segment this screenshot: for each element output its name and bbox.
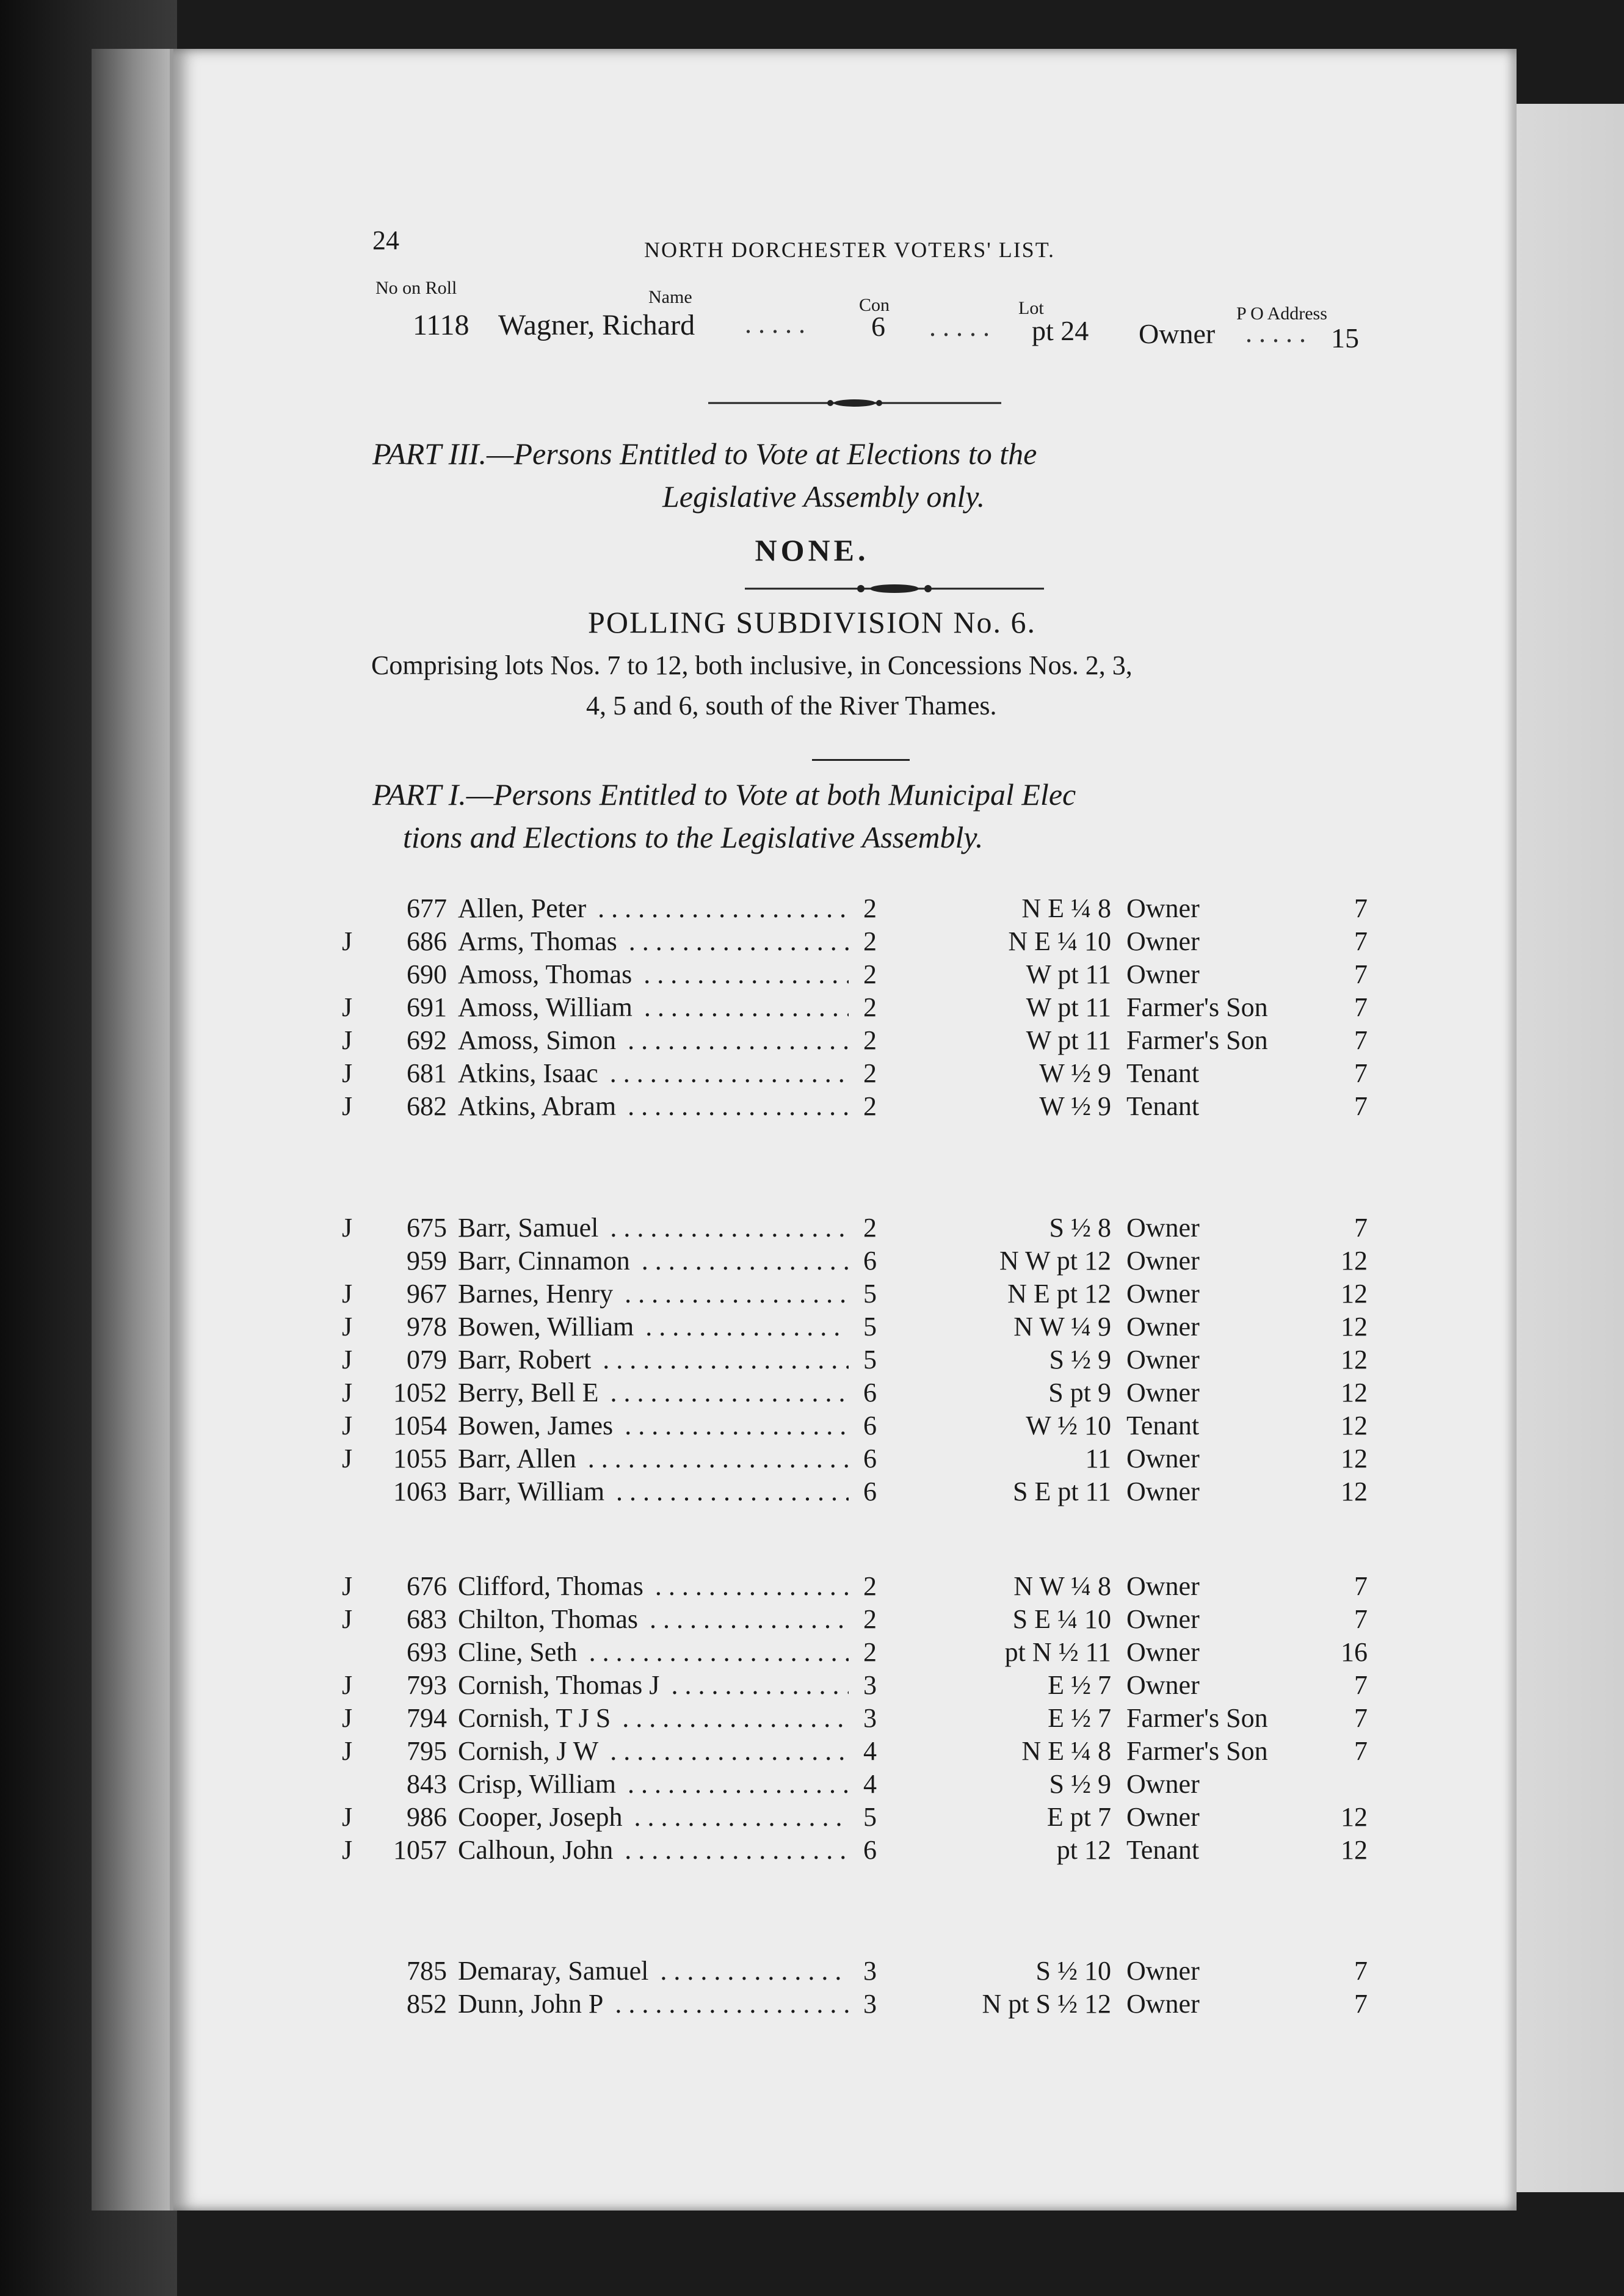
voter-occupation: Owner: [1126, 1444, 1200, 1473]
part-three-heading-cont: Legislative Assembly only.: [662, 479, 985, 514]
voter-name-text: Chilton, Thomas: [458, 1604, 643, 1634]
column-header-con: Con: [859, 295, 890, 315]
voter-name: [458, 1443, 849, 1474]
voter-name-text: Arms, Thomas: [458, 926, 622, 956]
voter-roll-number: 986: [407, 1802, 447, 1832]
voter-name-text: Crisp, William: [458, 1769, 621, 1799]
voter-name: [458, 992, 849, 1023]
voter-jury-mark: J: [342, 1213, 353, 1243]
voter-jury-mark: J: [342, 1091, 353, 1121]
voter-concession: 2: [863, 1213, 877, 1243]
voter-name-text: Calhoun, John: [458, 1835, 618, 1865]
voter-concession: 2: [863, 1025, 877, 1055]
voter-name: [458, 1212, 849, 1243]
voter-name-text: Barr, Allen: [458, 1444, 581, 1473]
voter-jury-mark: J: [342, 1703, 353, 1733]
voter-name: [458, 1311, 849, 1342]
voter-name: [458, 959, 849, 990]
voter-occupation: Tenant: [1126, 1411, 1200, 1440]
voter-lot: S ½ 8: [1049, 1213, 1111, 1243]
voter-row: [342, 1801, 1368, 1834]
voter-name-text: Barr, Robert: [458, 1345, 596, 1375]
voter-concession: 5: [863, 1279, 877, 1309]
voter-concession: 3: [863, 1670, 877, 1700]
voter-roll-number: 795: [407, 1736, 447, 1766]
voter-concession: 6: [863, 1411, 877, 1440]
part-one-heading: PART I.—Persons Entitled to Vote at both Municipal Elec: [372, 777, 1076, 812]
voter-row: [342, 1476, 1368, 1509]
voter-jury-mark: J: [342, 1802, 353, 1832]
voter-po-address: 12: [1341, 1802, 1368, 1832]
voter-jury-mark: J: [342, 1345, 353, 1375]
voter-po-address: 7: [1354, 1736, 1368, 1766]
voter-row: [342, 959, 1368, 992]
voter-lot: S ½ 9: [1049, 1769, 1111, 1799]
column-header-name: Name: [648, 287, 692, 307]
voter-name: [458, 1669, 849, 1701]
voter-concession: 6: [863, 1835, 877, 1865]
voter-roll-number: 682: [407, 1091, 447, 1121]
voter-concession: 2: [863, 959, 877, 989]
voter-jury-mark: J: [342, 926, 353, 956]
voter-concession: 4: [863, 1736, 877, 1766]
voter-lot: W pt 11: [1026, 1025, 1111, 1055]
voter-row: [342, 1377, 1368, 1410]
voter-occupation: Owner: [1126, 959, 1200, 989]
voter-occupation: Owner: [1126, 1637, 1200, 1667]
voter-name: [458, 1768, 849, 1800]
voter-occupation: Owner: [1126, 926, 1200, 956]
page-number: 24: [372, 225, 399, 255]
voter-name: [458, 1025, 849, 1056]
column-header-po-address: P O Address: [1236, 303, 1327, 324]
voter-name-text: Barr, William: [458, 1477, 609, 1506]
voter-name: [458, 1377, 849, 1408]
voter-concession: 6: [863, 1246, 877, 1276]
facing-page-edge: [1508, 104, 1624, 2192]
voter-po-address: 7: [1354, 1058, 1368, 1088]
voter-concession: 2: [863, 1604, 877, 1634]
voter-lot: E ½ 7: [1048, 1670, 1111, 1700]
voter-lot: N E pt 12: [1007, 1279, 1111, 1309]
voter-concession: 5: [863, 1312, 877, 1342]
voter-roll-number: 692: [407, 1025, 447, 1055]
voter-name: [458, 1988, 849, 2019]
voter-roll-number: 690: [407, 959, 447, 989]
voter-roll-number: 978: [407, 1312, 447, 1342]
voter-row: [342, 992, 1368, 1025]
voter-lot: N W ¼ 9: [1013, 1312, 1111, 1342]
voter-name: [458, 1344, 849, 1375]
voter-jury-mark: J: [342, 1411, 353, 1440]
voter-name: [458, 1955, 849, 1986]
voter-row: [342, 893, 1368, 926]
voter-name-text: Amoss, William: [458, 992, 637, 1022]
voter-jury-mark: J: [342, 1058, 353, 1088]
voter-po-address: 7: [1354, 1670, 1368, 1700]
voter-row: [342, 1212, 1368, 1245]
voter-lot: S E pt 11: [1013, 1477, 1111, 1506]
voter-name: [458, 1735, 849, 1767]
voter-row: [342, 1637, 1368, 1669]
voter-name: [458, 1058, 849, 1089]
voter-concession: 6: [863, 1378, 877, 1408]
voter-po-address: 12: [1341, 1312, 1368, 1342]
voter-lot: N E ¼ 8: [1021, 893, 1111, 923]
voter-row: [342, 1311, 1368, 1344]
voter-occupation: Farmer's Son: [1126, 1703, 1268, 1733]
carryover-leader-dots-2: . . . . .: [929, 312, 990, 342]
voter-po-address: 7: [1354, 1703, 1368, 1733]
voter-occupation: Owner: [1126, 1769, 1200, 1799]
voter-name-text: Cornish, J W: [458, 1736, 603, 1766]
voter-po-address: 7: [1354, 1956, 1368, 1986]
voter-concession: 2: [863, 1091, 877, 1121]
book-page: [170, 49, 1517, 2211]
voter-name-text: Cooper, Joseph: [458, 1802, 628, 1832]
voter-concession: 4: [863, 1769, 877, 1799]
voter-lot: W ½ 10: [1026, 1411, 1111, 1440]
voter-concession: 2: [863, 1058, 877, 1088]
voter-lot: N W pt 12: [999, 1246, 1111, 1276]
carryover-name: Wagner, Richard: [498, 309, 695, 341]
voter-lot: N E ¼ 10: [1008, 926, 1111, 956]
voter-roll-number: 677: [407, 893, 447, 923]
voter-name-text: Barnes, Henry: [458, 1279, 618, 1309]
voter-occupation: Owner: [1126, 1312, 1200, 1342]
voter-roll-number: 959: [407, 1246, 447, 1276]
voter-jury-mark: J: [342, 1279, 353, 1309]
column-header-lot: Lot: [1018, 298, 1044, 318]
voter-concession: 2: [863, 1571, 877, 1601]
voter-lot: S ½ 9: [1049, 1345, 1111, 1375]
voter-group-c: [342, 1571, 1368, 1867]
voter-name-text: Bowen, James: [458, 1411, 618, 1440]
carryover-po: 15: [1331, 322, 1359, 354]
voter-name-text: Dunn, John P: [458, 1989, 608, 2019]
voter-lot: W pt 11: [1026, 959, 1111, 989]
voter-occupation: Farmer's Son: [1126, 992, 1268, 1022]
voter-roll-number: 1057: [393, 1835, 447, 1865]
voter-po-address: 12: [1341, 1477, 1368, 1506]
voter-name: [458, 1604, 849, 1635]
carryover-leader-dots: . . . . .: [745, 309, 805, 339]
voter-lot: S ½ 10: [1035, 1956, 1111, 1986]
voter-name-text: Allen, Peter: [458, 893, 591, 923]
voter-name: [458, 926, 849, 957]
voter-po-address: 16: [1341, 1637, 1368, 1667]
voter-name-text: Amoss, Thomas: [458, 959, 637, 989]
voter-row: [342, 1058, 1368, 1091]
voter-roll-number: 1055: [393, 1444, 447, 1473]
voter-row: [342, 926, 1368, 959]
voter-jury-mark: J: [342, 1312, 353, 1342]
voter-po-address: 12: [1341, 1411, 1368, 1440]
voter-occupation: Owner: [1126, 1378, 1200, 1408]
voter-roll-number: 676: [407, 1571, 447, 1601]
voter-name: [458, 1702, 849, 1734]
voter-name-text: Bowen, William: [458, 1312, 639, 1342]
voter-row: [342, 1604, 1368, 1637]
voter-row: [342, 1669, 1368, 1702]
voter-occupation: Owner: [1126, 1956, 1200, 1986]
voter-occupation: Tenant: [1126, 1835, 1200, 1865]
voter-jury-mark: J: [342, 992, 353, 1022]
voter-group-d: [342, 1955, 1368, 2021]
voter-row: [342, 1278, 1368, 1311]
carryover-con: 6: [871, 311, 885, 342]
voter-po-address: 12: [1341, 1279, 1368, 1309]
voter-roll-number: 843: [407, 1769, 447, 1799]
voter-name-text: Clifford, Thomas: [458, 1571, 648, 1601]
voter-name: [458, 1278, 849, 1309]
voter-group-a: [342, 893, 1368, 1124]
voter-occupation: Owner: [1126, 1802, 1200, 1832]
column-header-roll: No on Roll: [375, 278, 457, 298]
voter-roll-number: 852: [407, 1989, 447, 2019]
voter-name-text: Amoss, Simon: [458, 1025, 621, 1055]
voter-lot: N W ¼ 8: [1013, 1571, 1111, 1601]
voter-roll-number: 793: [407, 1670, 447, 1700]
voter-name: [458, 1801, 849, 1833]
voter-row: [342, 1735, 1368, 1768]
ornament-rule-1: [708, 396, 1001, 410]
voter-lot: S E ¼ 10: [1012, 1604, 1111, 1634]
voter-po-address: 7: [1354, 893, 1368, 923]
voter-po-address: 7: [1354, 992, 1368, 1022]
voter-po-address: 7: [1354, 1213, 1368, 1243]
voter-name: [458, 1476, 849, 1507]
voter-occupation: Owner: [1126, 1477, 1200, 1506]
voter-name-text: Barr, Cinnamon: [458, 1246, 635, 1276]
voter-name-text: Atkins, Isaac: [458, 1058, 603, 1088]
voter-row: [342, 1702, 1368, 1735]
voter-concession: 2: [863, 1637, 877, 1667]
book-spine: [92, 49, 177, 2211]
voter-row: [342, 1834, 1368, 1867]
voter-roll-number: 1063: [393, 1477, 447, 1506]
voter-occupation: Owner: [1126, 1604, 1200, 1634]
voter-po-address: 12: [1341, 1835, 1368, 1865]
voter-row: [342, 1955, 1368, 1988]
voter-roll-number: 683: [407, 1604, 447, 1634]
voter-concession: 2: [863, 893, 877, 923]
voter-row: [342, 1571, 1368, 1604]
voter-name-text: Cline, Seth: [458, 1637, 582, 1667]
voter-concession: 3: [863, 1989, 877, 2019]
voter-name: [458, 893, 849, 924]
voter-lot: pt 12: [1056, 1835, 1111, 1865]
part-one-heading-cont: tions and Elections to the Legislative Assembly.: [403, 820, 984, 854]
voter-row: [342, 1443, 1368, 1476]
voter-concession: 5: [863, 1345, 877, 1375]
voter-name-text: Berry, Bell E: [458, 1378, 604, 1408]
voter-name: [458, 1834, 849, 1866]
carryover-occupation: Owner: [1139, 318, 1216, 349]
voter-occupation: Tenant: [1126, 1058, 1200, 1088]
ornament-rule-2: [745, 581, 1044, 596]
voter-name-text: Cornish, Thomas J: [458, 1670, 664, 1700]
voter-concession: 6: [863, 1477, 877, 1506]
voter-jury-mark: J: [342, 1736, 353, 1766]
voter-jury-mark: J: [342, 1025, 353, 1055]
voter-name-text: Atkins, Abram: [458, 1091, 621, 1121]
short-rule: [812, 759, 910, 761]
voter-name-text: Demaray, Samuel: [458, 1956, 653, 1986]
subdivision-description-line2: 4, 5 and 6, south of the River Thames.: [586, 691, 997, 721]
voter-concession: 5: [863, 1802, 877, 1832]
polling-subdivision-title: POLLING SUBDIVISION No. 6.: [588, 605, 1036, 639]
voter-concession: 2: [863, 992, 877, 1022]
voter-occupation: Farmer's Son: [1126, 1025, 1268, 1055]
voter-po-address: 7: [1354, 1989, 1368, 2019]
voter-row: [342, 1245, 1368, 1278]
voter-name: [458, 1091, 849, 1122]
voter-roll-number: 1052: [393, 1378, 447, 1408]
voter-po-address: 12: [1341, 1246, 1368, 1276]
voter-po-address: 12: [1341, 1378, 1368, 1408]
voter-concession: 3: [863, 1956, 877, 1986]
voter-jury-mark: J: [342, 1378, 353, 1408]
voter-concession: 6: [863, 1444, 877, 1473]
voter-lot: N E ¼ 8: [1021, 1736, 1111, 1766]
voter-po-address: 7: [1354, 926, 1368, 956]
voter-name: [458, 1571, 849, 1602]
subdivision-description-line1: Comprising lots Nos. 7 to 12, both inclusive, in Concessions Nos. 2, 3,: [371, 650, 1133, 680]
voter-po-address: 12: [1341, 1444, 1368, 1473]
voter-occupation: Owner: [1126, 1246, 1200, 1276]
voter-jury-mark: J: [342, 1444, 353, 1473]
voter-po-address: 12: [1341, 1345, 1368, 1375]
voter-roll-number: 693: [407, 1637, 447, 1667]
voter-name: [458, 1637, 849, 1668]
voter-lot: 11: [1085, 1444, 1111, 1473]
voter-row: [342, 1988, 1368, 2021]
voter-jury-mark: J: [342, 1571, 353, 1601]
carryover-lot: pt 24: [1032, 315, 1089, 346]
voter-po-address: 7: [1354, 1091, 1368, 1121]
voter-lot: N pt S ½ 12: [982, 1989, 1111, 2019]
voter-lot: pt N ½ 11: [1004, 1637, 1111, 1667]
voter-lot: E pt 7: [1046, 1802, 1111, 1832]
voter-jury-mark: J: [342, 1670, 353, 1700]
carryover-roll: 1118: [413, 309, 469, 341]
voter-occupation: Owner: [1126, 1345, 1200, 1375]
part-three-heading: PART III.—Persons Entitled to Vote at Elections to the: [372, 437, 1037, 471]
voter-occupation: Owner: [1126, 1213, 1200, 1243]
running-title: NORTH DORCHESTER VOTERS' LIST.: [644, 238, 1056, 262]
voter-roll-number: 967: [407, 1279, 447, 1309]
voter-lot: W ½ 9: [1039, 1058, 1111, 1088]
voter-jury-mark: J: [342, 1835, 353, 1865]
voter-name: [458, 1410, 849, 1441]
voter-concession: 2: [863, 926, 877, 956]
voter-po-address: 7: [1354, 1571, 1368, 1601]
voter-po-address: 7: [1354, 1025, 1368, 1055]
voter-name-text: Barr, Samuel: [458, 1213, 603, 1243]
voter-roll-number: 686: [407, 926, 447, 956]
voter-occupation: Tenant: [1126, 1091, 1200, 1121]
voter-row: [342, 1091, 1368, 1124]
voter-jury-mark: J: [342, 1604, 353, 1634]
voter-occupation: Farmer's Son: [1126, 1736, 1268, 1766]
voter-lot: E ½ 7: [1048, 1703, 1111, 1733]
voter-roll-number: 785: [407, 1956, 447, 1986]
voter-concession: 3: [863, 1703, 877, 1733]
voter-occupation: Owner: [1126, 1670, 1200, 1700]
voter-group-b: [342, 1212, 1368, 1509]
voter-roll-number: 1054: [393, 1411, 447, 1440]
voter-row: [342, 1344, 1368, 1377]
voter-lot: W pt 11: [1026, 992, 1111, 1022]
voter-lot: W ½ 9: [1039, 1091, 1111, 1121]
voter-occupation: Owner: [1126, 893, 1200, 923]
voter-row: [342, 1768, 1368, 1801]
carryover-leader-dots-3: . . . . .: [1245, 318, 1306, 348]
voter-roll-number: 079: [407, 1345, 447, 1375]
voter-row: [342, 1025, 1368, 1058]
voter-occupation: Owner: [1126, 1279, 1200, 1309]
voter-po-address: 7: [1354, 1604, 1368, 1634]
voter-row: [342, 1410, 1368, 1443]
voter-occupation: Owner: [1126, 1571, 1200, 1601]
voter-name-text: Cornish, T J S: [458, 1703, 615, 1733]
voter-roll-number: 691: [407, 992, 447, 1022]
voter-po-address: 7: [1354, 959, 1368, 989]
none-label: NONE.: [755, 533, 869, 567]
voter-occupation: Owner: [1126, 1989, 1200, 2019]
voter-lot: S pt 9: [1048, 1378, 1111, 1408]
voter-roll-number: 794: [407, 1703, 447, 1733]
voter-name: [458, 1245, 849, 1276]
voter-roll-number: 681: [407, 1058, 447, 1088]
voter-roll-number: 675: [407, 1213, 447, 1243]
